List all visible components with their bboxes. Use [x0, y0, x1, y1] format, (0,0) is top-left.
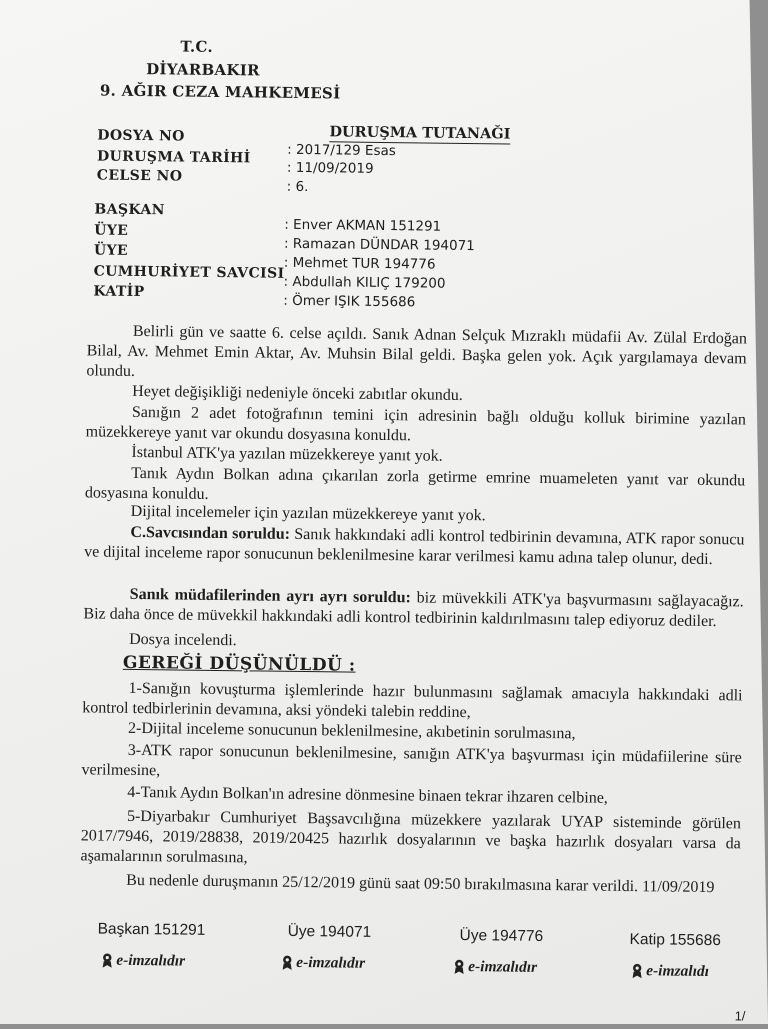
- esign-member-2: [453, 958, 537, 977]
- case-value-session-no: : 6.: [286, 178, 309, 196]
- e-signature-seal-icon: [281, 955, 293, 971]
- esign-president-text: e-imzalıdır: [116, 951, 186, 970]
- panel-label-president: BAŞKAN: [94, 201, 165, 219]
- decision-item-3: 3-ATK rapor sonucunun beklenilmesine, sanığın ATK'ya başvurması için müdafiilerine süre verilmesine,: [81, 741, 742, 780]
- panel-value-clerk: : Ömer IŞIK 155686: [283, 292, 416, 311]
- signature-clerk-label: Katip 155686: [629, 931, 722, 950]
- decision-item-4: 4-Tanık Aydın Bolkan'ın adresine dönmesine binaen tekrar ihzaren celbine,: [127, 783, 608, 807]
- closing-statement: Bu nedenle duruşmanın 25/12/2019 günü saat 09:50 bırakılmasına karar verildi. 11/09/2019: [126, 871, 715, 897]
- paragraph-atk-request: İstanbul ATK'ya yazılan müzekkereye yanıt yok.: [131, 443, 443, 465]
- esign-member-1: [281, 954, 365, 973]
- page-number: 1/: [734, 1008, 746, 1024]
- prosecutor-opinion-lead: C.Savcısından soruldu:: [130, 523, 291, 543]
- esign-president: [101, 952, 185, 971]
- decision-item-1: 1-Sanığın kovuşturma işlemlerinde hazır bulunmasını sağlamak amacıyla hakkındaki adli kontrol tedbirlerinin devamına, aksi yöndeki talebin reddine,: [82, 679, 743, 722]
- paragraph-defense-opinion: [83, 584, 743, 632]
- paragraph-witness: Tanık Aydın Bolkan adına çıkarılan zorla getirme emrine muameleten yanıt var okundu dosyasına konuldu.: [84, 464, 746, 503]
- signature-president-label: Başkan 151291: [97, 920, 206, 939]
- esign-clerk-text: e-imzalıdı: [646, 962, 710, 981]
- panel-label-member-2: ÜYE: [93, 242, 129, 259]
- paragraph-panel-change: Heyet değişikliği nedeniyle önceki zabıtlar okundu.: [132, 382, 463, 404]
- case-label-session-no: CELSE NO: [96, 167, 183, 185]
- esign-member-1-text: e-imzalıdır: [296, 953, 366, 972]
- paragraph-session-opening: Belirli gün ve saatte 6. celse açıldı. Sanık Adnan Selçuk Mızraklı müdafii Av. Zülal Erdoğan Bilal, Av. Mehmet Emin Aktar, Av. Muhsin Bilal geldi. Başka gelen yok. Açık yargılamaya devam olundu.: [86, 322, 747, 380]
- paragraph-photo-request: Sanığın 2 adet fotoğrafının temini için adresinin bağlı olduğu kolluk birimine yazılan müzekkereye yanıt var okundu dosyasına konuldu.: [85, 403, 747, 445]
- signature-member-1-label: Üye 194071: [287, 922, 372, 941]
- panel-value-member-2: : Mehmet TUR 194776: [283, 254, 436, 273]
- panel-label-clerk: KATİP: [93, 283, 145, 301]
- panel-value-prosecutor: : Abdullah KILIÇ 179200: [283, 273, 446, 292]
- panel-label-member-1: ÜYE: [94, 222, 129, 239]
- case-value-hearing-date: : 11/09/2019: [286, 159, 374, 177]
- header-tc: T.C.: [180, 37, 214, 56]
- paragraph-file-reviewed: Dosya incelendi.: [129, 630, 237, 650]
- decision-item-2: 2-Dijital inceleme sonucunun beklenilmesine, akıbetinin sorulmasına,: [127, 719, 576, 743]
- panel-value-president: : Enver AKMAN 151291: [284, 216, 442, 235]
- document-title: DURUŞMA TUTANAĞI: [329, 123, 511, 143]
- e-signature-seal-icon: [101, 953, 113, 969]
- prosecutor-opinion-text: Sanık hakkındaki adli kontrol tedbirinin devamına, ATK rapor sonucu ve dijital inceleme rapor sonucunun beklenilmesine karar verilmesi kamu adına talep olunur, dedi.: [84, 525, 745, 569]
- panel-label-prosecutor: CUMHURİYET SAVCISI: [93, 263, 285, 282]
- decision-heading: GEREĞİ DÜŞÜNÜLDÜ :: [122, 652, 356, 676]
- e-signature-seal-icon: [631, 963, 643, 979]
- header-city: DİYARBAKIR: [146, 60, 260, 80]
- decision-item-5: 5-Diyarbakır Cumhuriyet Başsavcılığına müzekkere yazılarak UYAP sisteminde görülen 2017/7946, 2019/28838, 2019/20425 hazırlık dosyalarının ve başka hazırlık dosyaları varsa da aşamalarının sorulmasına,: [80, 807, 742, 867]
- esign-member-2-text: e-imzalıdır: [468, 958, 538, 976]
- case-label-file-no: DOSYA NO: [97, 127, 185, 145]
- paragraph-prosecutor-opinion: [84, 522, 744, 570]
- e-signature-seal-icon: [453, 959, 465, 975]
- header-court: 9. AĞIR CEZA MAHKEMESİ: [99, 81, 341, 103]
- case-value-file-no: : 2017/129 Esas: [287, 141, 396, 160]
- defense-opinion-lead: Sanık müdafilerinden ayrı ayrı soruldu:: [129, 585, 411, 607]
- esign-clerk: [631, 962, 709, 981]
- panel-value-member-1: : Ramazan DÜNDAR 194071: [283, 235, 475, 255]
- case-label-hearing-date: DURUŞMA TARİHİ: [96, 148, 251, 167]
- defense-opinion-text: biz müvekkili ATK'ya başvurmasını sağlayacağız. Biz daha önce de müvekkil hakkındaki adli kontrol tedbirinin kaldırılmasını talep ediyoruz dediler.: [83, 589, 744, 631]
- paragraph-digital-review: Dijital incelemeler için yazılan müzekkereye yanıt yok.: [130, 502, 486, 525]
- signature-member-2-label: Üye 194776: [459, 926, 544, 945]
